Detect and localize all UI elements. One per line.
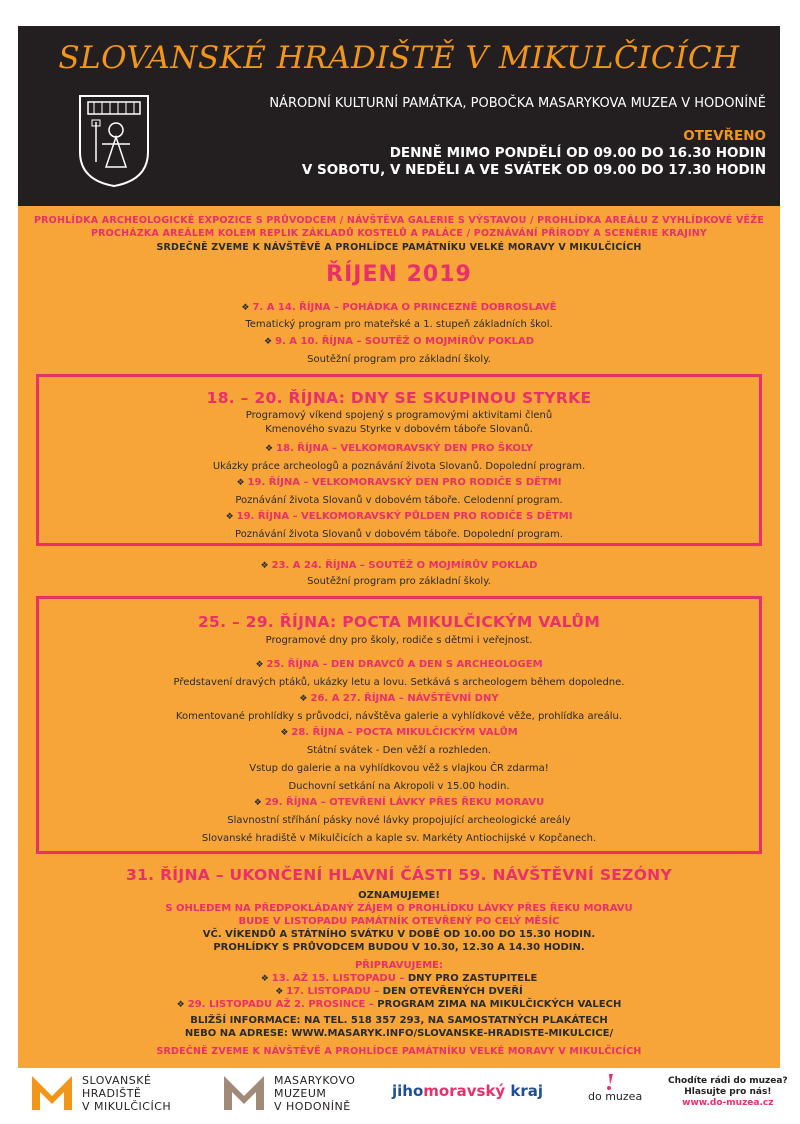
box-heading: 18. – 20. ŘÍJNA: DNY SE SKUPINOU STYRKE [206, 389, 592, 407]
announce-line: S OHLEDEM NA PŘEDPOKLÁDANÝ ZÁJEM O PROHLÍDKU LÁVKY PŘES ŘEKU MORAVU [165, 903, 633, 914]
diamond-icon: ❖ [176, 1000, 185, 1010]
event-title: ❖ 23. A 24. ŘÍJNA – SOUTĚŽ O MOJMÍRŮV POKLAD [260, 560, 538, 571]
jihomoravsky-kraj-logo: jihomoravský kraj [392, 1082, 544, 1100]
do-muzea-logo: do muzea [588, 1090, 643, 1103]
page-title: SLOVANSKÉ HRADIŠTĚ V MIKULČICÍCH [58, 40, 740, 76]
subtitle: NÁRODNÍ KULTURNÍ PAMÁTKA, POBOČKA MASARYKOVA MUZEA V HODONÍNĚ [269, 96, 766, 111]
hours-weekdays: DENNĚ MIMO PONDĚLÍ OD 09.00 DO 16.30 HODIN [389, 145, 766, 161]
diamond-icon: ❖ [236, 478, 245, 488]
event-desc: Ukázky práce archeologů a poznávání života Slovanů. Dopolední program. [212, 461, 586, 472]
diamond-icon: ❖ [260, 974, 269, 984]
diamond-icon: ❖ [253, 798, 262, 808]
announce-line: VČ. VÍKENDŮ A STÁTNÍHO SVÁTKU V DOBĚ OD 10.00 DO 15.30 HODIN. [202, 929, 596, 940]
announce-line: PROHLÍDKY S PRŮVODCEM BUDOU V 10.30, 12.30 A 14.30 HODIN. [213, 942, 585, 953]
event-desc: Poznávání života Slovanů v dobovém táboře. Celodenní program. [235, 495, 563, 506]
diamond-icon: ❖ [275, 987, 284, 997]
month-heading: ŘÍJEN 2019 [326, 262, 472, 287]
event-title: ❖ 28. ŘÍJNA – POCTA MIKULČICKÝM VALŮM [280, 727, 518, 738]
event-desc: Tematický program pro mateřské a 1. stupeň základních škol. [245, 319, 553, 330]
diamond-icon: ❖ [225, 512, 234, 522]
info-line: BLIŽŠÍ INFORMACE: NA TEL. 518 357 293, NA SAMOSTATNÝCH PLAKÁTECH [190, 1015, 608, 1026]
box-heading: 25. – 29. ŘÍJNA: POCTA MIKULČICKÝM VALŮM [197, 613, 601, 631]
open-label: OTEVŘENO [683, 128, 766, 144]
diamond-icon: ❖ [241, 303, 250, 313]
event-title: ❖ 26. A 27. ŘÍJNA – NÁVŠTĚVNÍ DNY [299, 693, 499, 704]
prepare-label: PŘIPRAVUJEME: [354, 960, 444, 971]
vote-info: Chodíte rádi do muzea? Hlasujte pro nás! www.do-muzea.cz [668, 1076, 788, 1108]
event-desc: Soutěžní program pro základní školy. [307, 354, 491, 365]
hradiste-logo-text: SLOVANSKÉ HRADIŠTĚ V MIKULČICÍCH [82, 1074, 172, 1113]
event-desc: Vstup do galerie a na vyhlídkovou věž s vlajkou ČR zdarma! [249, 763, 549, 774]
intro-invite: SRDEČNĚ ZVEME K NÁVŠTĚVĚ A PROHLÍDCE PAMÁTNÍKU VELKÉ MORAVY V MIKULČICÍCH [156, 242, 642, 253]
header-banner [18, 26, 780, 206]
crest-icon [76, 92, 152, 188]
info-invite: SRDEČNĚ ZVEME K NÁVŠTĚVĚ A PROHLÍDCE PAMÁTNÍKU VELKÉ MORAVY V MIKULČICÍCH [156, 1046, 642, 1057]
diamond-icon: ❖ [255, 660, 264, 670]
prepare-item: ❖ 17. LISTOPADU – DEN OTEVŘENÝCH DVEŘÍ [275, 986, 523, 997]
intro-line-2: PROCHÁZKA AREÁLEM KOLEM REPLIK ZÁKLADŮ KOSTELŮ A PALÁCE / POZNÁVÁNÍ PŘÍRODY A SCENÉRIE KRAJINY [90, 228, 708, 239]
muzeum-logo-icon [222, 1072, 266, 1112]
diamond-icon: ❖ [263, 337, 273, 347]
season-end-heading: 31. ŘÍJNA – UKONČENÍ HLAVNÍ ČÁSTI 59. NÁVŠTĚVNÍ SEZÓNY [126, 866, 672, 884]
event-desc: Slavnostní stříhání pásky nové lávky propojující archeologické areály [227, 815, 571, 826]
prepare-item: ❖ 13. AŽ 15. LISTOPADU – DNY PRO ZASTUPITELE [260, 973, 538, 984]
program-panel [18, 206, 780, 1068]
event-desc: Duchovní setkání na Akropoli v 15.00 hodin. [288, 781, 510, 792]
diamond-icon: ❖ [260, 561, 269, 571]
exclamation-icon [603, 1074, 617, 1090]
announce-label: OZNAMUJEME! [358, 890, 440, 901]
box-intro: Kmenového svazu Styrke v dobovém táboře Slovanů. [265, 424, 533, 435]
event-desc: Komentované prohlídky s průvodci, návštěva galerie a vyhlídkové věže, prohlídka areálu. [175, 711, 623, 722]
prepare-item: ❖ 29. LISTOPADU AŽ 2. PROSINCE – PROGRAM ZIMA NA MIKULČICKÝCH VALECH [176, 999, 622, 1010]
hours-weekend: V SOBOTU, V NEDĚLI A VE SVÁTEK OD 09.00 DO 17.30 HODIN [301, 162, 766, 178]
box-intro: Programový víkend spojený s programovými aktivitami členů [245, 410, 553, 421]
box-intro: Programové dny pro školy, rodiče s dětmi i veřejnost. [265, 635, 533, 646]
event-desc: Slovanské hradiště v Mikulčicích a kaple sv. Markéty Antiochijské v Kopčanech. [201, 833, 597, 844]
vote-url[interactable]: www.do-muzea.cz [682, 1098, 774, 1108]
announce-line: BUDE V LISTOPADU PAMÁTNÍK OTEVŘENÝ PO CELÝ MĚSÍC [238, 916, 560, 927]
muzeum-logo-text: MASARYKOVO MUZEUM V HODONÍNĚ [274, 1074, 356, 1113]
event-title: ❖ 7. A 14. ŘÍJNA – POHÁDKA O PRINCEZNĚ DOBROSLAVĚ [241, 302, 557, 313]
intro-line-1: PROHLÍDKA ARCHEOLOGICKÉ EXPOZICE S PRŮVODCEM / NÁVŠTĚVA GALERIE S VÝSTAVOU / PROHLÍDKA AREÁLU Z VYHLÍDKOVÉ VĚŽE [33, 215, 765, 226]
event-desc: Představení dravých ptáků, ukázky letu a lovu. Setkává s archeologem během dopoledne. [173, 677, 625, 688]
event-title: ❖ 18. ŘÍJNA – VELKOMORAVSKÝ DEN PRO ŠKOLY [265, 443, 533, 454]
event-desc: Soutěžní program pro základní školy. [307, 576, 491, 587]
info-url[interactable]: NEBO NA ADRESE: WWW.MASARYK.INFO/SLOVANSKE-HRADISTE-MIKULCICE/ [184, 1028, 614, 1039]
valy-box [36, 596, 762, 854]
footer-logos [0, 1068, 800, 1124]
event-title: ❖ 19. ŘÍJNA – VELKOMORAVSKÝ DEN PRO RODIČE S DĚTMI [236, 477, 562, 488]
opening-hours [302, 128, 766, 179]
event-desc: Poznávání života Slovanů v dobovém táboře. Dopolední program. [235, 529, 563, 540]
hradiste-logo-icon [30, 1072, 74, 1112]
diamond-icon: ❖ [280, 728, 289, 738]
event-desc: Státní svátek - Den věží a rozhleden. [306, 745, 492, 756]
event-title: ❖ 19. ŘÍJNA – VELKOMORAVSKÝ PŮLDEN PRO RODIČE S DĚTMI [225, 511, 573, 522]
event-title: ❖ 9. A 10. ŘÍJNA – SOUTĚŽ O MOJMÍRŮV POKLAD [263, 336, 534, 347]
diamond-icon: ❖ [265, 444, 274, 454]
event-title: ❖ 25. ŘÍJNA – DEN DRAVCŮ A DEN S ARCHEOLOGEM [255, 659, 543, 670]
styrke-box [36, 374, 762, 546]
diamond-icon: ❖ [299, 694, 308, 704]
event-title: ❖ 29. ŘÍJNA – OTEVŘENÍ LÁVKY PŘES ŘEKU MORAVU [253, 797, 545, 808]
